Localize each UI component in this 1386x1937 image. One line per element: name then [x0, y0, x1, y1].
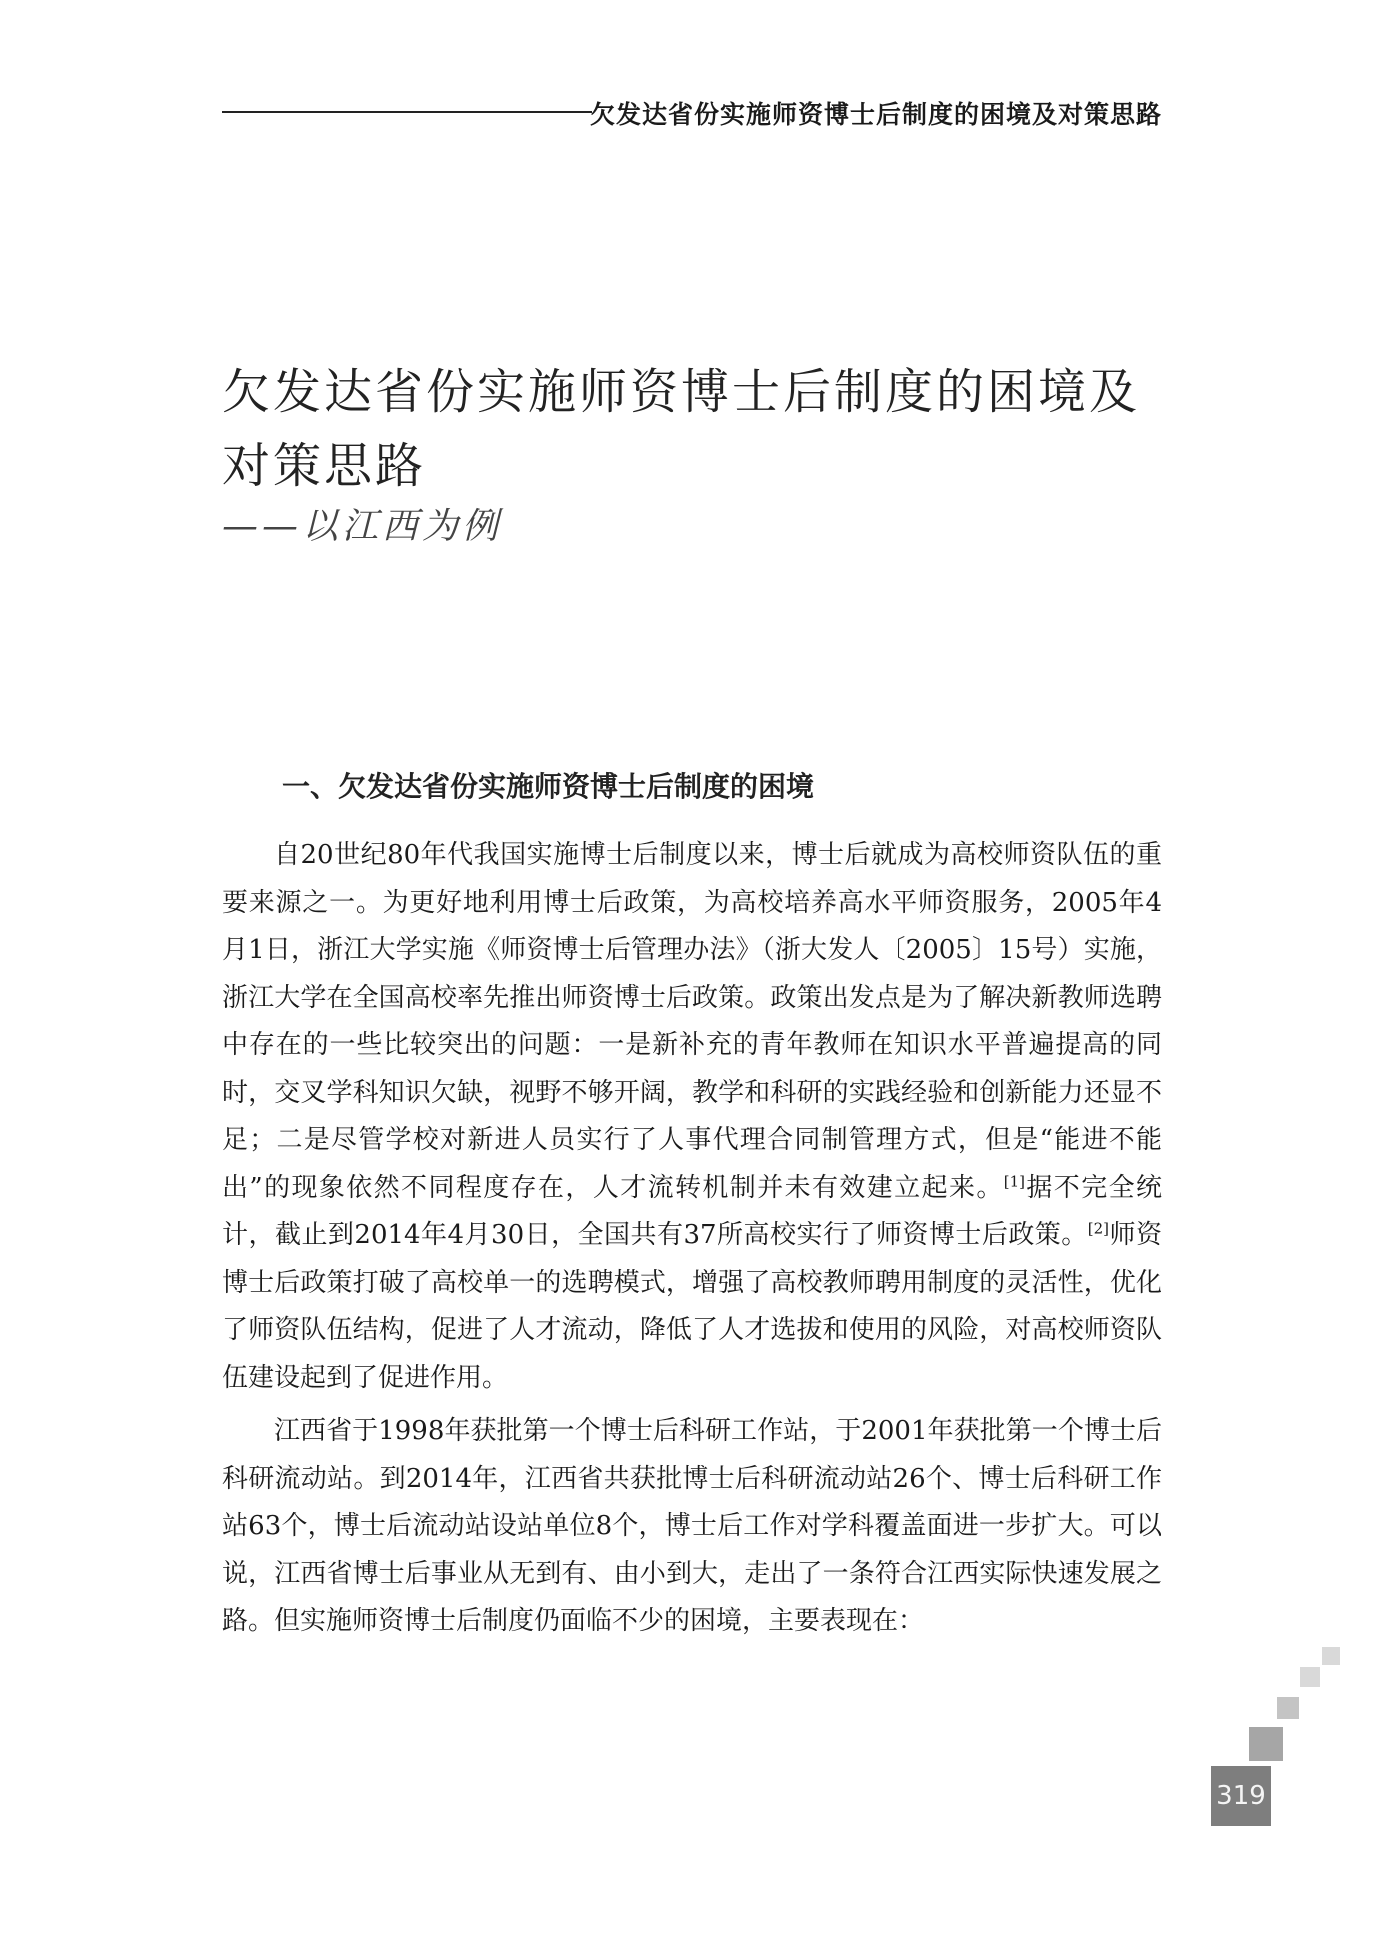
deco-square-2	[1300, 1667, 1320, 1687]
paragraph-1-part-a: 自20世纪80年代我国实施博士后制度以来，博士后就成为高校师资队伍的重要来源之一。为更好地利用博士后政策，为高校培养高水平师资服务，2005年4月1日，浙江大学实施《师资博士后管理办法》（浙大发人〔2005〕15号）实施，浙江大学在全国高校率先推出师资博士后政策。政策出发点是为了解决新教师选聘中存在的一些比较突出的问题：一是新补充的青年教师在知识水平普遍提高的同时，交叉学科知识欠缺，视野不够开阔，教学和科研的实践经验和创新能力还显不足；二是尽管学校对新进人员实行了人事代理合同制管理方式，但是“能进不能出”的现象依然不同程度存在，人才流转机制并未有效建立起来。	[222, 840, 1162, 1203]
body-text	[222, 832, 1162, 1652]
paragraph-2: 江西省于1998年获批第一个博士后科研工作站，于2001年获批第一个博士后科研流动站。到2014年，江西省共获批博士后科研流动站26个、博士后科研工作站63个，博士后流动站设站单位8个，博士后工作对学科覆盖面进一步扩大。可以说，江西省博士后事业从无到有、由小到大，走出了一条符合江西实际快速发展之路。但实施师资博士后制度仍面临不少的困境，主要表现在：	[222, 1416, 1162, 1636]
running-header	[222, 95, 1162, 135]
deco-square-1	[1322, 1647, 1340, 1665]
title-line-1: 欠发达省份实施师资博士后制度的困境及	[222, 364, 1141, 420]
title-line-2: 对策思路	[222, 438, 427, 494]
deco-square-4	[1249, 1727, 1283, 1761]
paragraph-1-part-b: 据不完全统计，截止到2014年4月30日，全国共有37所高校实行了师资博士后政策。	[222, 1172, 1162, 1250]
deco-square-3	[1277, 1697, 1299, 1719]
running-title: 欠发达省份实施师资博士后制度的困境及对策思路	[589, 100, 1162, 129]
paragraph-1	[222, 832, 1162, 1402]
article-subtitle: ——以江西为例	[222, 506, 503, 547]
citation-2: [2]	[1087, 1219, 1110, 1238]
paragraph-1-part-c: 师资博士后政策打破了高校单一的选聘模式，增强了高校教师聘用制度的灵活性，优化了师资队伍结构，促进了人才流动，降低了人才选拔和使用的风险，对高校师资队伍建设起到了促进作用。	[222, 1220, 1162, 1393]
section-heading: 一、欠发达省份实施师资博士后制度的困境	[282, 770, 815, 803]
page-number: 319	[1211, 1766, 1271, 1826]
citation-1: [1]	[1003, 1171, 1026, 1190]
header-rule	[222, 111, 592, 113]
article-title	[222, 355, 1162, 503]
